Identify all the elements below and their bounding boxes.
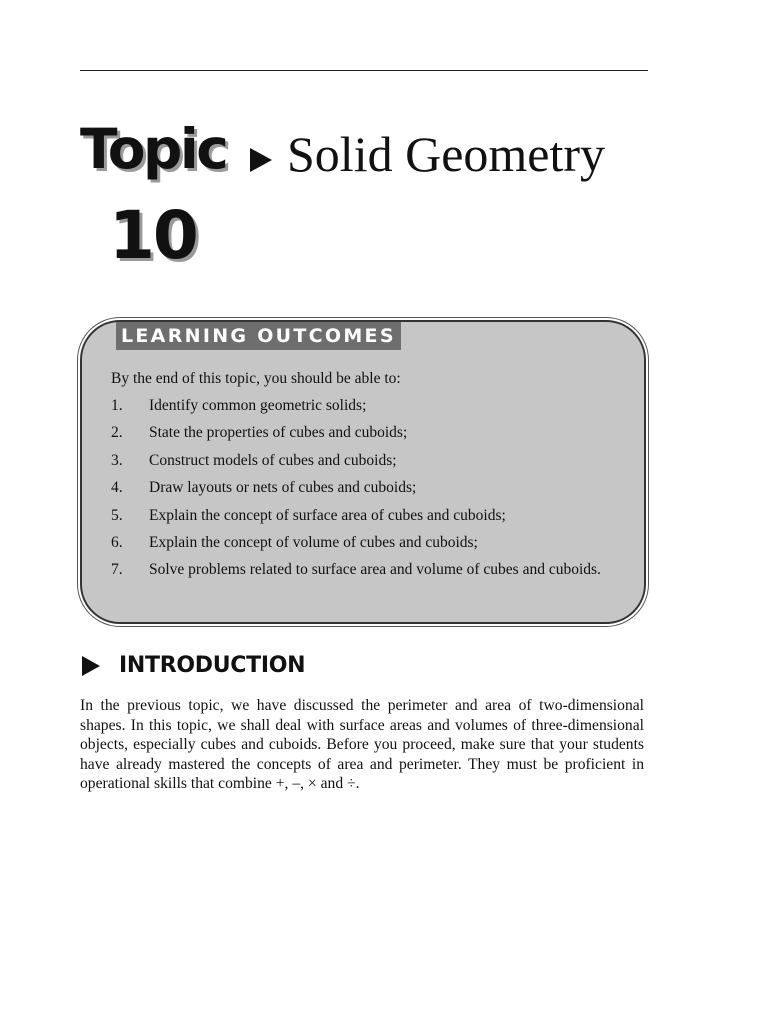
outcome-item — [111, 533, 617, 553]
outcome-number: 6. — [111, 533, 123, 551]
learning-outcomes-list — [111, 396, 617, 588]
title-arrow-icon — [250, 148, 272, 172]
outcome-number: 1. — [111, 397, 123, 414]
introduction-arrow-icon — [82, 656, 100, 676]
outcome-number: 5. — [111, 506, 123, 524]
outcome-item — [111, 506, 617, 526]
outcome-item — [111, 396, 617, 416]
outcome-item — [111, 451, 617, 471]
outcome-text: Construct models of cubes and cuboids; — [149, 451, 397, 469]
outcome-item — [111, 478, 617, 498]
outcome-number: 2. — [111, 424, 123, 442]
outcome-text: Solve problems related to surface area and volume of cubes and cuboids. — [149, 561, 601, 579]
outcome-text: Explain the concept of surface area of cubes and cuboids; — [149, 506, 506, 524]
learning-outcomes-heading: LEARNING OUTCOMES — [116, 322, 401, 350]
introduction-heading: INTRODUCTION — [119, 653, 306, 678]
outcome-text: Draw layouts or nets of cubes and cuboids; — [149, 479, 417, 497]
page-title: Solid Geometry — [287, 126, 606, 182]
outcome-number: 3. — [111, 451, 123, 469]
learning-outcomes-intro: By the end of this topic, you should be able to: — [111, 370, 401, 387]
outcome-item — [111, 560, 617, 580]
outcome-item — [111, 423, 617, 443]
outcome-number: 7. — [111, 561, 123, 579]
top-rule — [80, 70, 648, 71]
outcome-text: State the properties of cubes and cuboids; — [149, 424, 408, 442]
topic-number: 10 — [109, 197, 197, 274]
outcome-text: Explain the concept of volume of cubes and cuboids; — [149, 533, 478, 551]
outcome-number: 4. — [111, 479, 123, 497]
outcome-text: Identify common geometric solids; — [149, 397, 367, 414]
introduction-paragraph: In the previous topic, we have discussed the perimeter and area of two-dimensional shapes. In this topic, we shall deal with surface areas and volumes of three-dimensional objects, especially cubes and cuboids. Before you proceed, make sure that your students have already mastered the concepts of area and perimeter. They must be proficient in operational skills that combine +, –, × and ÷. — [80, 697, 644, 793]
topic-label: Topic — [80, 117, 227, 181]
